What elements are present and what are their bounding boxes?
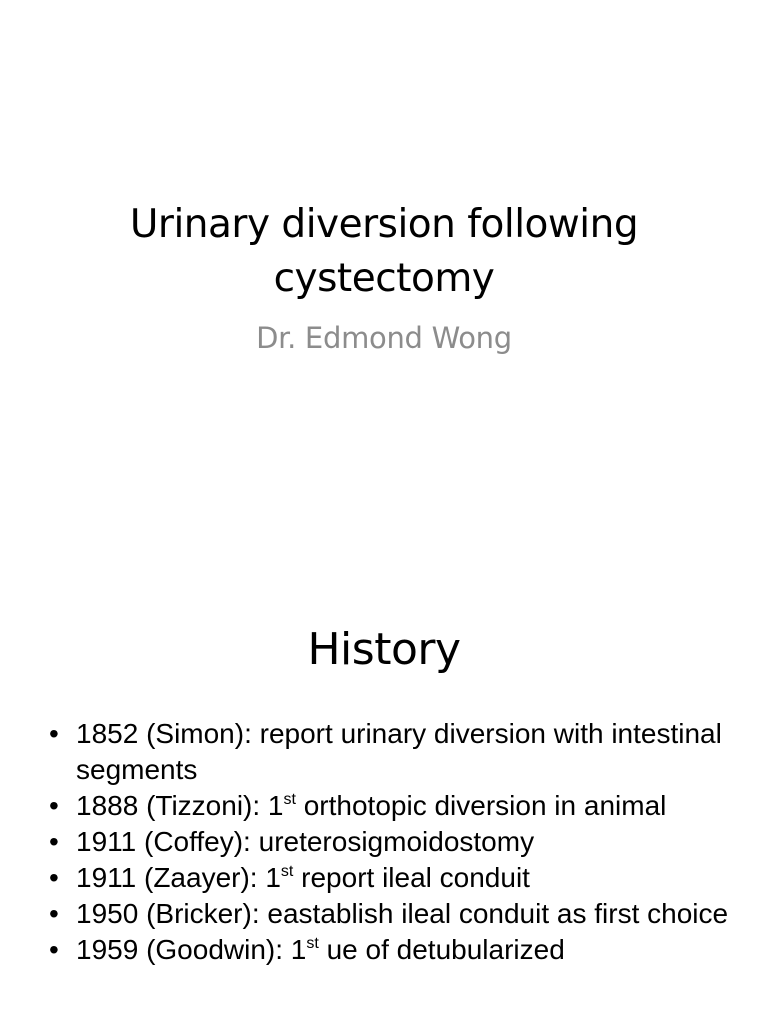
ordinal-suffix: st: [283, 791, 296, 808]
bullet-icon: •: [49, 898, 59, 929]
list-item-text: 1888 (Tizzoni): 1: [76, 790, 284, 821]
list-item: [49, 860, 736, 896]
list-item-text: 1959 (Goodwin): 1: [76, 934, 307, 965]
list-item: [49, 716, 736, 788]
list-item-text: 1852 (Simon): report urinary diversion with intestinal segments: [76, 718, 722, 785]
list-item-text: orthotopic diversion in animal: [295, 790, 667, 821]
history-bullet-list: [49, 716, 736, 968]
history-heading: History: [307, 624, 461, 675]
list-item-text: report ileal conduit: [293, 862, 530, 893]
ordinal-suffix: st: [306, 935, 319, 952]
bullet-icon: •: [49, 718, 59, 749]
list-item: [49, 932, 736, 968]
bullet-icon: •: [49, 862, 59, 893]
bullet-icon: •: [49, 934, 59, 965]
slide-title-line-1: Urinary diversion following: [129, 202, 639, 247]
bullet-icon: •: [49, 790, 59, 821]
bullet-icon: •: [49, 826, 59, 857]
list-item-text: 1950 (Bricker): eastablish ileal conduit as first choice: [76, 898, 729, 929]
list-item-text: 1911 (Coffey): ureterosigmoidostomy: [76, 826, 535, 857]
slide-subtitle: Dr. Edmond Wong: [256, 321, 512, 355]
list-item-text: 1911 (Zaayer): 1: [76, 862, 281, 893]
list-item: [49, 896, 736, 932]
ordinal-suffix: st: [280, 863, 294, 880]
slide-title-line-2: cystectomy: [273, 256, 495, 301]
list-item: [49, 824, 736, 860]
list-item: [49, 788, 736, 824]
history-slide: [0, 576, 768, 1024]
slide-title: [0, 198, 768, 306]
list-item-text: ue of detubularized: [318, 934, 565, 965]
